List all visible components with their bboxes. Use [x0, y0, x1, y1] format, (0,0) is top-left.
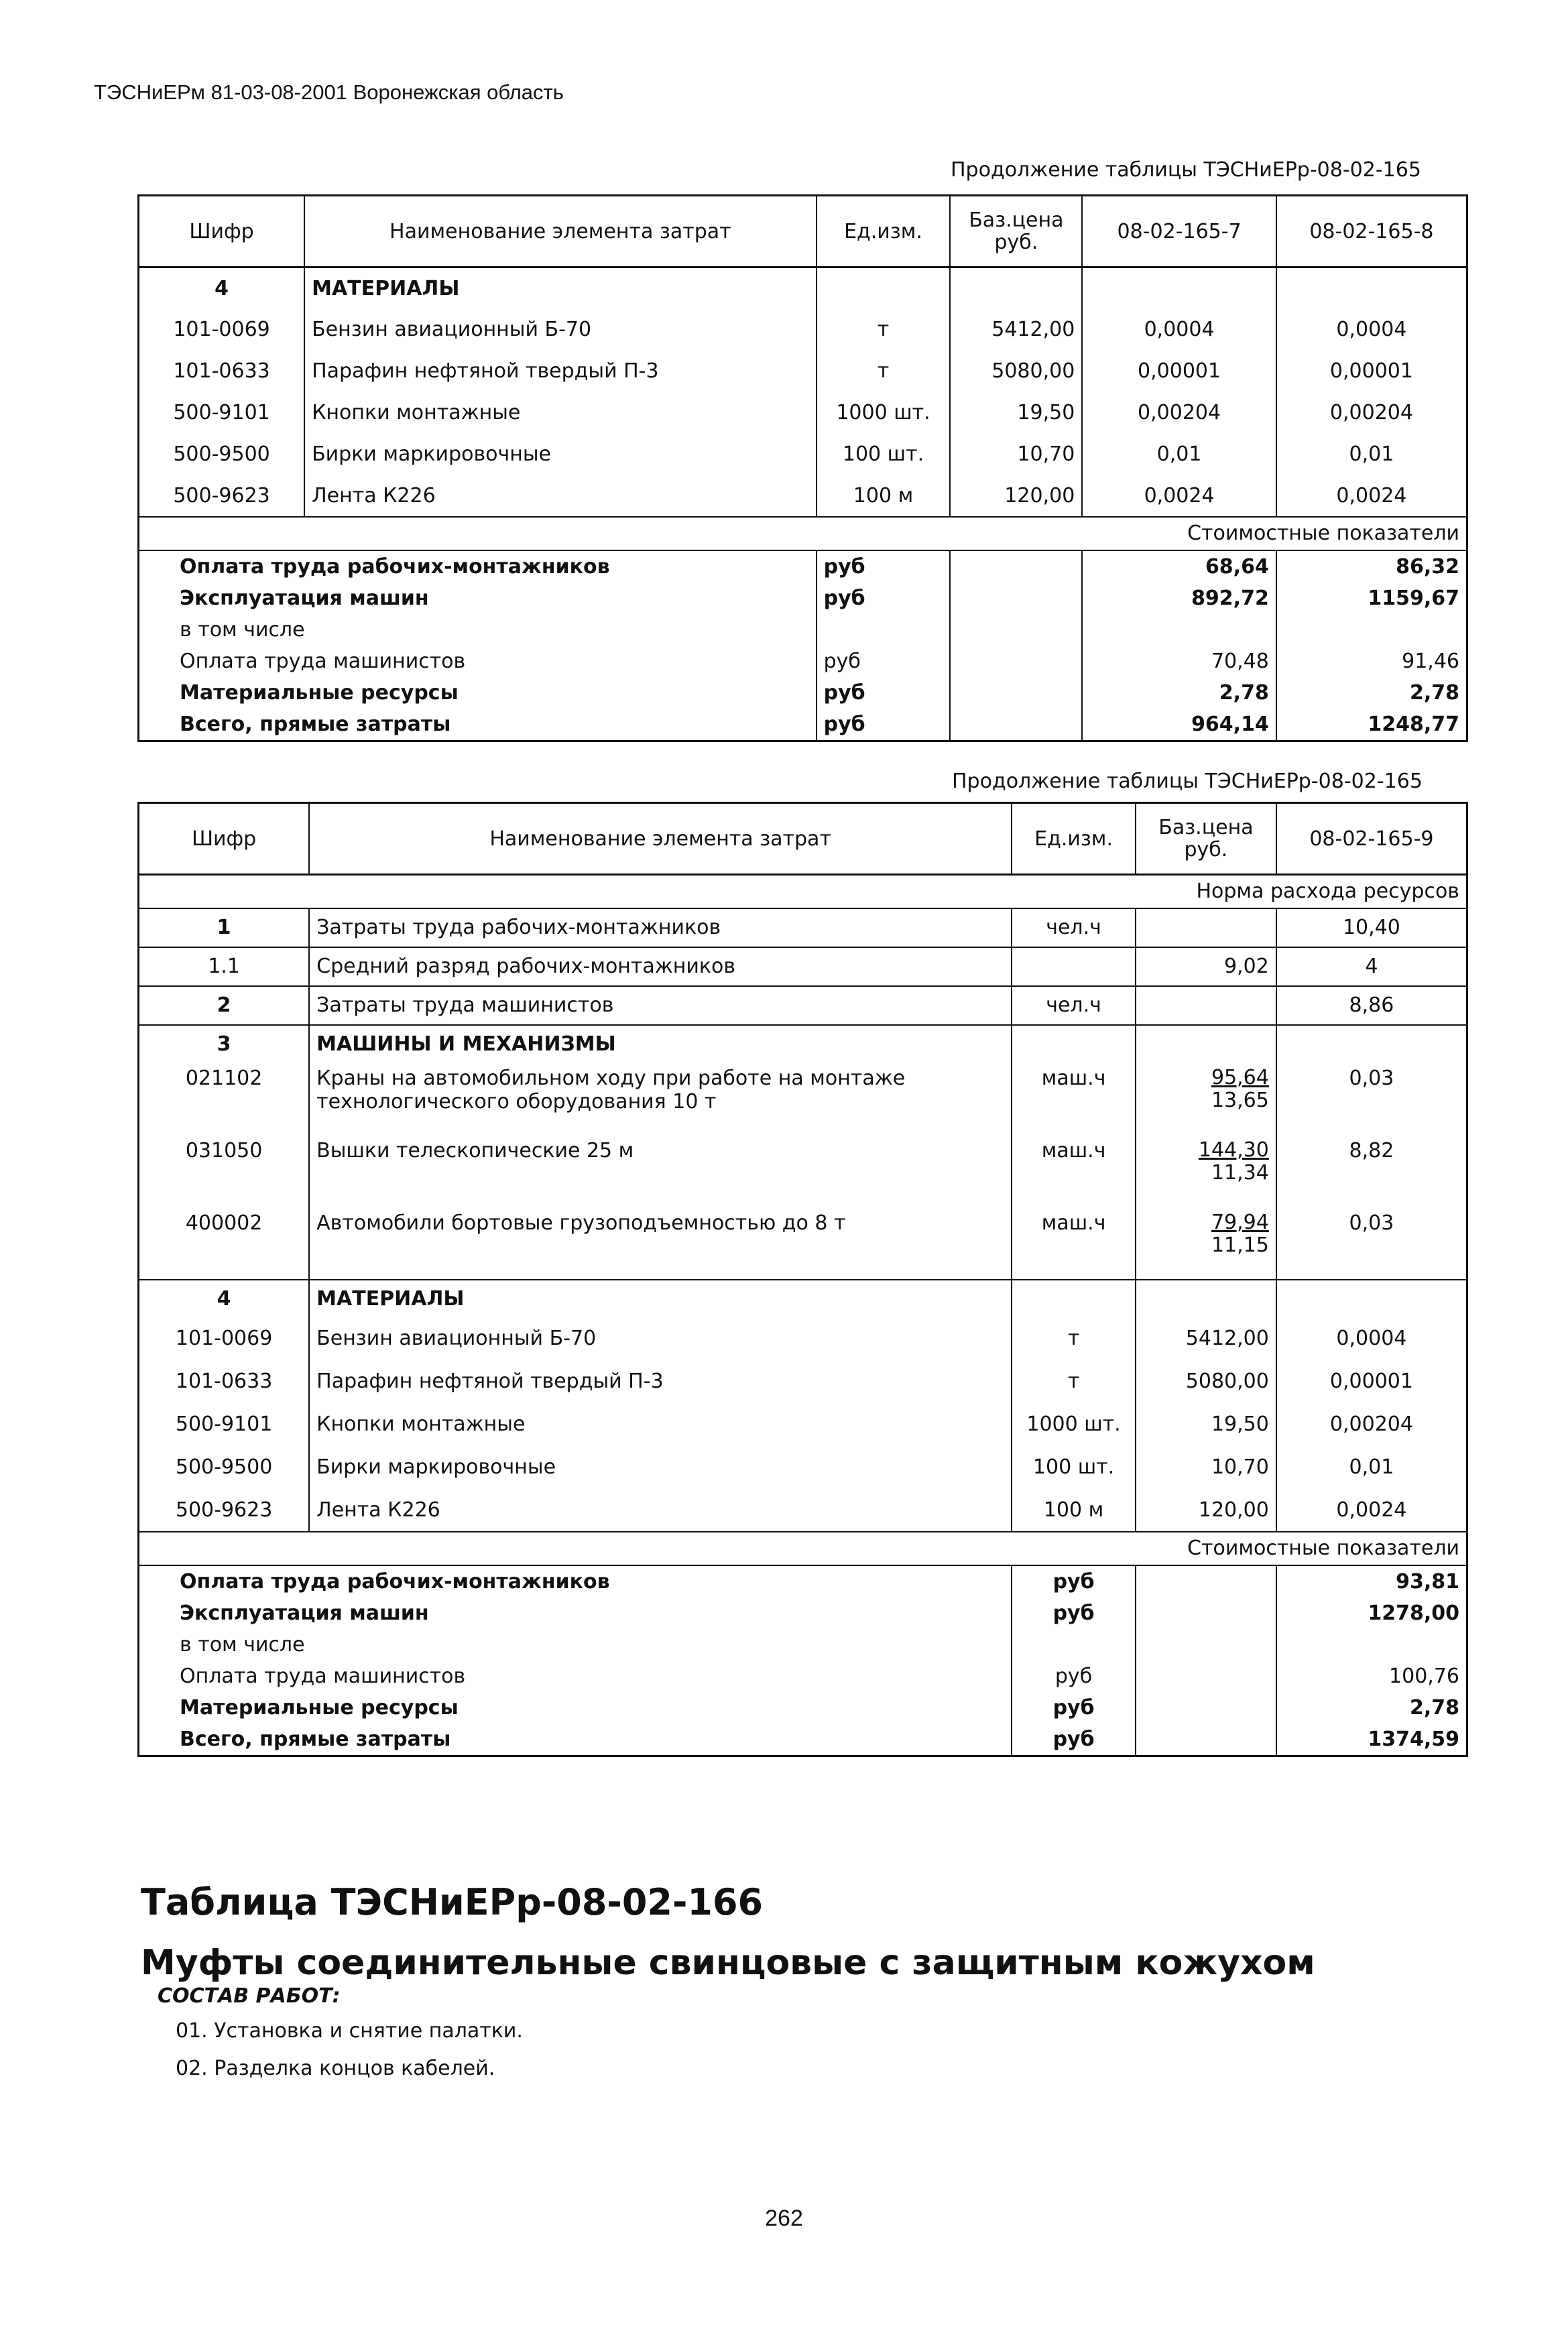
section-name: МАТЕРИАЛЫ	[309, 1280, 1012, 1317]
table1-header-row	[139, 196, 1467, 267]
price-cell: 5080,00	[1136, 1360, 1276, 1403]
section-name: МАШИНЫ И МЕХАНИЗМЫ	[309, 1025, 1012, 1063]
price-cell	[1136, 1629, 1276, 1661]
price-cell: 19,50	[950, 392, 1082, 434]
value-cell: 0,01	[1082, 434, 1276, 475]
cost-row	[139, 1629, 1467, 1661]
col-165-8-header: 08-02-165-8	[1276, 196, 1467, 267]
value-cell: 0,00204	[1276, 392, 1467, 434]
code-cell: 1.1	[139, 947, 310, 986]
price-cell	[1136, 1207, 1276, 1280]
section-row	[139, 1280, 1467, 1317]
value-cell: 8,82	[1276, 1135, 1467, 1207]
name-cell: Бензин авиационный Б-70	[309, 1317, 1012, 1360]
unit-cell	[1012, 1629, 1136, 1661]
cost-header-row	[139, 517, 1467, 550]
cost-name: Всего, прямые затраты	[139, 1724, 1012, 1756]
cost-row	[139, 1692, 1467, 1724]
unit-cell: руб	[1012, 1724, 1136, 1756]
cost-name: Материальные ресурсы	[139, 677, 817, 709]
name-cell: Лента К226	[309, 1489, 1012, 1532]
col-unit-header: Ед.изм.	[1012, 803, 1136, 875]
cost-name: Оплата труда рабочих-монтажников	[139, 1565, 1012, 1598]
price-cell	[950, 677, 1082, 709]
material-row	[139, 1360, 1467, 1403]
material-row	[139, 1317, 1467, 1360]
cost-header-row	[139, 1532, 1467, 1565]
price-cell	[950, 646, 1082, 677]
value-cell	[1276, 1629, 1467, 1661]
price-cell	[1136, 986, 1276, 1025]
section-code: 4	[139, 267, 305, 309]
price-cell	[1136, 1598, 1276, 1629]
section-title: Таблица ТЭСНиЕРр-08-02-166	[141, 1881, 764, 1923]
name-cell: Бензин авиационный Б-70	[304, 309, 817, 351]
col-165-9-header: 08-02-165-9	[1276, 803, 1467, 875]
name-cell: Парафин нефтяной твердый П-3	[304, 351, 817, 392]
table1-caption: Продолжение таблицы ТЭСНиЕРр-08-02-165	[951, 158, 1421, 182]
col-name-header: Наименование элемента затрат	[309, 803, 1012, 875]
price-cell	[1136, 1692, 1276, 1724]
cost-row	[139, 709, 1467, 741]
price-cell	[1136, 1565, 1276, 1598]
value-cell: 0,0004	[1276, 309, 1467, 351]
cost-row	[139, 550, 1467, 583]
price-numerator: 144,30	[1198, 1138, 1269, 1162]
material-row	[139, 1489, 1467, 1532]
code-cell: 500-9500	[139, 1446, 310, 1489]
price-cell	[950, 550, 1082, 583]
unit-cell: маш.ч	[1012, 1207, 1136, 1280]
value-cell: 0,0004	[1276, 1317, 1467, 1360]
name-cell: Вышки телескопические 25 м	[309, 1135, 1012, 1207]
value-cell: 86,32	[1276, 550, 1467, 583]
price-fraction	[1211, 1067, 1269, 1113]
value-cell: 10,40	[1276, 908, 1467, 947]
code-cell: 500-9500	[139, 434, 305, 475]
col-code-header: Шифр	[139, 803, 310, 875]
name-cell: Бирки маркировочные	[309, 1446, 1012, 1489]
table2	[137, 802, 1468, 1757]
price-cell	[950, 583, 1082, 614]
unit-cell: 100 м	[1012, 1489, 1136, 1532]
material-row	[139, 1403, 1467, 1446]
machine-row	[139, 1207, 1467, 1280]
unit-cell	[1012, 947, 1136, 986]
table2-header-row	[139, 803, 1467, 875]
col-name-header: Наименование элемента затрат	[304, 196, 817, 267]
value-cell	[1276, 1280, 1467, 1317]
name-cell: Автомобили бортовые грузоподъемностью до 8 т	[309, 1207, 1012, 1280]
value-cell: 93,81	[1276, 1565, 1467, 1598]
value-cell	[1276, 614, 1467, 646]
unit-cell: руб	[817, 550, 951, 583]
table-row	[139, 475, 1467, 517]
works-item: 01. Установка и снятие палатки.	[176, 2019, 523, 2043]
code-cell: 031050	[139, 1135, 310, 1207]
page-number: 262	[765, 2206, 803, 2231]
price-denominator: 11,34	[1211, 1161, 1269, 1185]
value-cell: 8,86	[1276, 986, 1467, 1025]
value-cell: 0,00204	[1276, 1403, 1467, 1446]
price-cell: 120,00	[1136, 1489, 1276, 1532]
cost-row	[139, 646, 1467, 677]
code-cell: 500-9101	[139, 392, 305, 434]
cost-name: в том числе	[139, 1629, 1012, 1661]
value-cell: 91,46	[1276, 646, 1467, 677]
labor-row	[139, 947, 1467, 986]
cost-row	[139, 583, 1467, 614]
price-cell	[1136, 1724, 1276, 1756]
value-cell: 892,72	[1082, 583, 1276, 614]
price-cell	[1136, 1025, 1276, 1063]
cost-name: Материальные ресурсы	[139, 1692, 1012, 1724]
unit-cell: т	[817, 351, 951, 392]
labor-row	[139, 908, 1467, 947]
price-cell	[1136, 908, 1276, 947]
works-label: СОСТАВ РАБОТ:	[158, 1984, 341, 2008]
value-cell: 100,76	[1276, 1661, 1467, 1692]
unit-cell: руб	[1012, 1565, 1136, 1598]
value-cell: 1278,00	[1276, 1598, 1467, 1629]
unit-cell: 1000 шт.	[817, 392, 951, 434]
code-cell: 101-0633	[139, 351, 305, 392]
unit-cell: руб	[817, 583, 951, 614]
cost-name: Эксплуатация машин	[139, 583, 817, 614]
col-165-7-header: 08-02-165-7	[1082, 196, 1276, 267]
unit-cell: маш.ч	[1012, 1063, 1136, 1135]
unit-cell: т	[817, 309, 951, 351]
unit-cell: 100 м	[817, 475, 951, 517]
price-cell	[950, 614, 1082, 646]
value-cell: 0,00204	[1082, 392, 1276, 434]
cost-name: в том числе	[139, 614, 817, 646]
value-cell: 0,01	[1276, 1446, 1467, 1489]
unit-cell	[1012, 1280, 1136, 1317]
value-cell: 2,78	[1276, 677, 1467, 709]
code-cell: 500-9623	[139, 1489, 310, 1532]
machine-row	[139, 1063, 1467, 1135]
value-cell: 0,03	[1276, 1063, 1467, 1135]
value-cell: 1159,67	[1276, 583, 1467, 614]
price-numerator: 95,64	[1211, 1065, 1269, 1089]
value-cell: 0,0024	[1276, 1489, 1467, 1532]
cost-name: Оплата труда рабочих-монтажников	[139, 550, 817, 583]
unit-cell: маш.ч	[1012, 1135, 1136, 1207]
unit-cell: т	[1012, 1360, 1136, 1403]
unit-cell: руб	[1012, 1598, 1136, 1629]
name-cell: Краны на автомобильном ходу при работе на монтаже технологического оборудования 10 т	[309, 1063, 1012, 1135]
unit-cell: руб	[817, 709, 951, 741]
code-cell: 021102	[139, 1063, 310, 1135]
table1	[137, 194, 1468, 742]
name-cell: Затраты труда машинистов	[309, 986, 1012, 1025]
price-fraction	[1199, 1139, 1269, 1185]
price-numerator: 79,94	[1211, 1210, 1269, 1234]
spacer-cell	[139, 517, 1083, 550]
cost-row	[139, 1661, 1467, 1692]
table-row	[139, 392, 1467, 434]
unit-cell: 1000 шт.	[1012, 1403, 1136, 1446]
name-cell: Лента К226	[304, 475, 817, 517]
name-cell: Затраты труда рабочих-монтажников	[309, 908, 1012, 947]
cost-row	[139, 677, 1467, 709]
spacer-cell	[139, 875, 1136, 908]
col-price-header: Баз.цена руб.	[1136, 803, 1276, 875]
price-cell	[1136, 1280, 1276, 1317]
value-cell: 964,14	[1082, 709, 1276, 741]
section-row	[139, 1025, 1467, 1063]
unit-cell: чел.ч	[1012, 908, 1136, 947]
unit-cell: руб	[817, 646, 951, 677]
unit-cell: 100 шт.	[817, 434, 951, 475]
value-cell: 70,48	[1082, 646, 1276, 677]
cost-name: Эксплуатация машин	[139, 1598, 1012, 1629]
code-cell: 101-0069	[139, 309, 305, 351]
code-cell: 1	[139, 908, 310, 947]
name-cell: Средний разряд рабочих-монтажников	[309, 947, 1012, 986]
price-cell	[1136, 1135, 1276, 1207]
value-cell: 2,78	[1082, 677, 1276, 709]
section-subtitle: Муфты соединительные свинцовые с защитным кожухом	[141, 1943, 1315, 1983]
price-cell	[1136, 1661, 1276, 1692]
material-row	[139, 1446, 1467, 1489]
unit-cell	[817, 614, 951, 646]
value-cell: 2,78	[1276, 1692, 1467, 1724]
price-cell: 9,02	[1136, 947, 1276, 986]
price-fraction	[1211, 1211, 1269, 1258]
value-cell: 4	[1276, 947, 1467, 986]
price-cell: 5412,00	[1136, 1317, 1276, 1360]
machine-row	[139, 1135, 1467, 1207]
col-price-header: Баз.цена руб.	[950, 196, 1082, 267]
labor-row	[139, 986, 1467, 1025]
norm-header: Норма расхода ресурсов	[1136, 875, 1467, 908]
value-cell: 0,00001	[1276, 1360, 1467, 1403]
col-unit-header: Ед.изм.	[817, 196, 951, 267]
price-denominator: 13,65	[1211, 1089, 1269, 1112]
value-cell: 0,00001	[1276, 351, 1467, 392]
value-cell: 0,03	[1276, 1207, 1467, 1280]
value-cell	[1276, 1025, 1467, 1063]
price-cell: 5080,00	[950, 351, 1082, 392]
code-cell: 101-0069	[139, 1317, 310, 1360]
unit-cell: т	[1012, 1317, 1136, 1360]
price-cell: 10,70	[950, 434, 1082, 475]
table-row	[139, 351, 1467, 392]
code-cell: 400002	[139, 1207, 310, 1280]
price-cell: 10,70	[1136, 1446, 1276, 1489]
cost-name: Всего, прямые затраты	[139, 709, 817, 741]
code-cell: 500-9623	[139, 475, 305, 517]
page-header: ТЭСНиЕРм 81-03-08-2001 Воронежская область	[94, 80, 564, 104]
section-code: 4	[139, 1280, 310, 1317]
code-cell: 500-9101	[139, 1403, 310, 1446]
price-cell	[950, 709, 1082, 741]
section-row	[139, 267, 1467, 309]
name-cell: Кнопки монтажные	[304, 392, 817, 434]
table-row	[139, 309, 1467, 351]
works-item: 02. Разделка концов кабелей.	[176, 2057, 495, 2080]
table-row	[139, 434, 1467, 475]
unit-cell: руб	[1012, 1661, 1136, 1692]
name-cell: Парафин нефтяной твердый П-3	[309, 1360, 1012, 1403]
table2-caption: Продолжение таблицы ТЭСНиЕРр-08-02-165	[952, 770, 1423, 793]
unit-cell: руб	[817, 677, 951, 709]
cost-row	[139, 1598, 1467, 1629]
cost-row	[139, 1565, 1467, 1598]
value-cell: 0,00001	[1082, 351, 1276, 392]
value-cell: 1374,59	[1276, 1724, 1467, 1756]
value-cell: 1248,77	[1276, 709, 1467, 741]
col-code-header: Шифр	[139, 196, 305, 267]
price-cell	[1136, 1063, 1276, 1135]
norm-header-row	[139, 875, 1467, 908]
cost-header: Стоимостные показатели	[1082, 517, 1467, 550]
unit-cell: чел.ч	[1012, 986, 1136, 1025]
code-cell: 101-0633	[139, 1360, 310, 1403]
price-cell: 19,50	[1136, 1403, 1276, 1446]
value-cell: 0,01	[1276, 434, 1467, 475]
value-cell: 68,64	[1082, 550, 1276, 583]
section-name: МАТЕРИАЛЫ	[304, 267, 817, 309]
cost-header: Стоимостные показатели	[1136, 1532, 1467, 1565]
unit-cell: 100 шт.	[1012, 1446, 1136, 1489]
value-cell: 0,0004	[1082, 309, 1276, 351]
value-cell: 0,0024	[1276, 475, 1467, 517]
cost-name: Оплата труда машинистов	[139, 646, 817, 677]
value-cell	[1082, 614, 1276, 646]
price-denominator: 11,15	[1211, 1233, 1269, 1257]
spacer-cell	[139, 1532, 1136, 1565]
price-cell: 5412,00	[950, 309, 1082, 351]
name-cell: Кнопки монтажные	[309, 1403, 1012, 1446]
cost-row	[139, 614, 1467, 646]
cost-row	[139, 1724, 1467, 1756]
value-cell: 0,0024	[1082, 475, 1276, 517]
code-cell: 2	[139, 986, 310, 1025]
cost-name: Оплата труда машинистов	[139, 1661, 1012, 1692]
name-cell: Бирки маркировочные	[304, 434, 817, 475]
price-cell: 120,00	[950, 475, 1082, 517]
section-code: 3	[139, 1025, 310, 1063]
unit-cell: руб	[1012, 1692, 1136, 1724]
unit-cell	[1012, 1025, 1136, 1063]
